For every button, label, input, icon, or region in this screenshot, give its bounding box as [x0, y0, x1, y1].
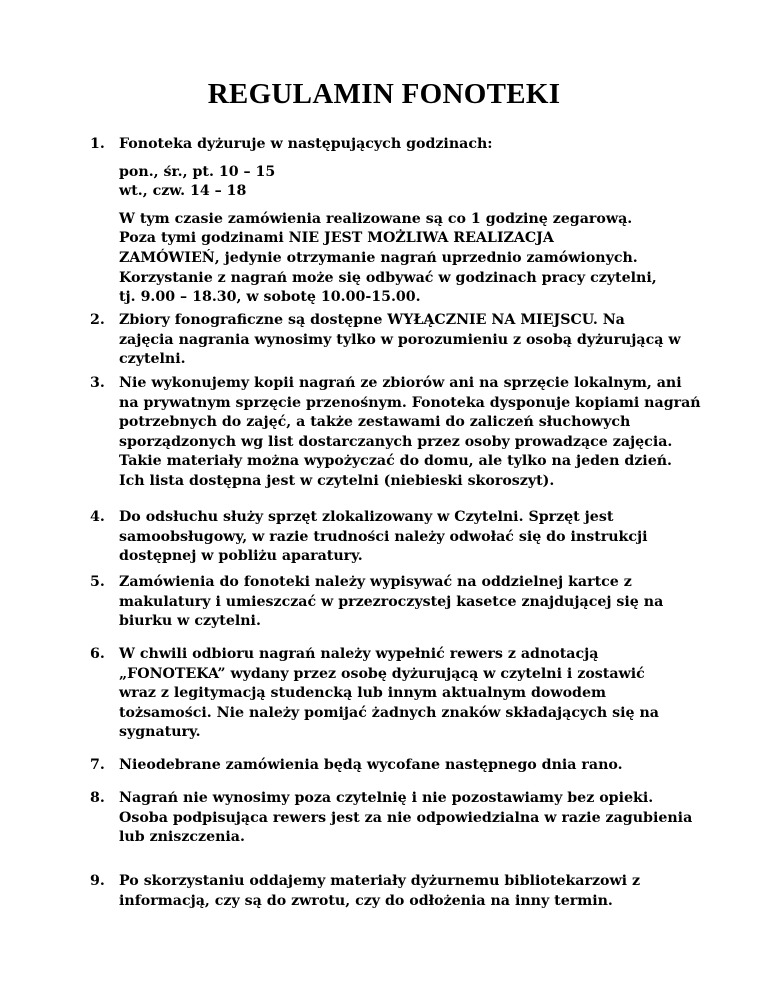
rule-number: 2. [90, 312, 105, 328]
rule-text [119, 135, 699, 308]
text-line: samoobsługowy, w razie trudności należy odwołać się do instrukcji [119, 528, 648, 545]
text-line: Osoba podpisująca rewers jest za nie odpowiedzialna w razie zagubienia [119, 809, 693, 826]
rule-text [119, 573, 699, 632]
rule-number: 3. [90, 375, 105, 391]
text-line: potrzebnych do zajęć, a także zestawami do zaliczeń słuchowych [119, 414, 631, 431]
text-line: tożsamości. Nie należy pomijać żadnych znaków składających się na [119, 704, 659, 721]
rule-text [119, 508, 699, 567]
text-line: W tym czasie zamówienia realizowane są co 1 godzinę zegarową. [119, 210, 633, 227]
rule-text [119, 756, 699, 776]
text-line: Zbiory fonograficzne są dostępne WYŁĄCZNIE NA MIEJSCU. Na [119, 312, 625, 328]
text-line: sporządzonych wg list dostarczanych przez osoby prowadzące zajęcia. [119, 433, 673, 450]
text-line: pon., śr., pt. 10 – 15 [119, 163, 276, 180]
rule-text [119, 311, 699, 370]
rule-text [119, 374, 699, 492]
text-line: wt., czw. 14 – 18 [119, 183, 247, 200]
text-line: biurku w czytelni. [119, 613, 261, 630]
text-line: Nagrań nie wynosimy poza czytelnię i nie pozostawiamy bez opieki. [119, 790, 654, 806]
rule-number: 9. [90, 873, 105, 889]
document-title: REGULAMIN FONOTEKI [207, 78, 561, 110]
text-line: Poza tymi godzinami NIE JEST MOŻLIWA REALIZACJA [119, 230, 554, 247]
rule-text [119, 872, 699, 911]
rule-number: 8. [90, 790, 105, 806]
text-line: wraz z legitymacją studencką lub innym aktualnym dowodem [119, 685, 607, 702]
rule-number: 1. [90, 136, 105, 152]
text-line: na prywatnym sprzęcie przenośnym. Fonoteka dysponuje kopiami nagrań [119, 394, 701, 411]
text-line: Fonoteka dyżuruje w następujących godzinach: [119, 136, 493, 152]
text-line: zajęcia nagrania wynosimy tylko w porozumieniu z osobą dyżurującą w [119, 331, 681, 348]
text-line: Korzystanie z nagrań może się odbywać w godzinach pracy czytelni, [119, 269, 657, 286]
text-line: dostępnej w pobliżu aparatury. [119, 548, 363, 565]
text-line: lub zniszczenia. [119, 829, 245, 846]
text-line: „FONOTEKA” wydany przez osobę dyżurującą w czytelni i zostawić [119, 665, 645, 682]
text-line: sygnatury. [119, 724, 201, 741]
text-line: Ich lista dostępna jest w czytelni (niebieski skoroszyt). [119, 472, 555, 489]
text-line: Takie materiały można wypożyczać do domu, ale tylko na jeden dzień. [119, 453, 672, 470]
rule-text [119, 789, 699, 848]
text-line: makulatury i umieszczać w przezroczystej kasetce znajdującej się na [119, 593, 664, 610]
text-line: Nieodebrane zamówienia będą wycofane następnego dnia rano. [119, 757, 623, 773]
text-line: W chwili odbioru nagrań należy wypełnić rewers z adnotacją [119, 646, 599, 662]
text-line: ZAMÓWIEŃ, jedynie otrzymanie nagrań uprzednio zamówionych. [119, 249, 638, 266]
text-line: Do odsłuchu służy sprzęt zlokalizowany w Czytelni. Sprzęt jest [119, 509, 614, 525]
rule-number: 4. [90, 509, 105, 525]
rule-number: 5. [90, 574, 105, 590]
text-line: informacją, czy są do zwrotu, czy do odłożenia na inny termin. [119, 892, 613, 909]
text-line: Nie wykonujemy kopii nagrań ze zbiorów ani na sprzęcie lokalnym, ani [119, 375, 682, 391]
text-line: tj. 9.00 – 18.30, w sobotę 10.00-15.00. [119, 289, 421, 306]
rule-number: 7. [90, 757, 105, 773]
rule-text [119, 645, 699, 743]
text-line: Po skorzystaniu oddajemy materiały dyżurnemu bibliotekarzowi z [119, 873, 641, 889]
text-line: czytelni. [119, 351, 186, 368]
text-line: Zamówienia do fonoteki należy wypisywać na oddzielnej kartce z [119, 574, 632, 590]
rule-number: 6. [90, 646, 105, 662]
